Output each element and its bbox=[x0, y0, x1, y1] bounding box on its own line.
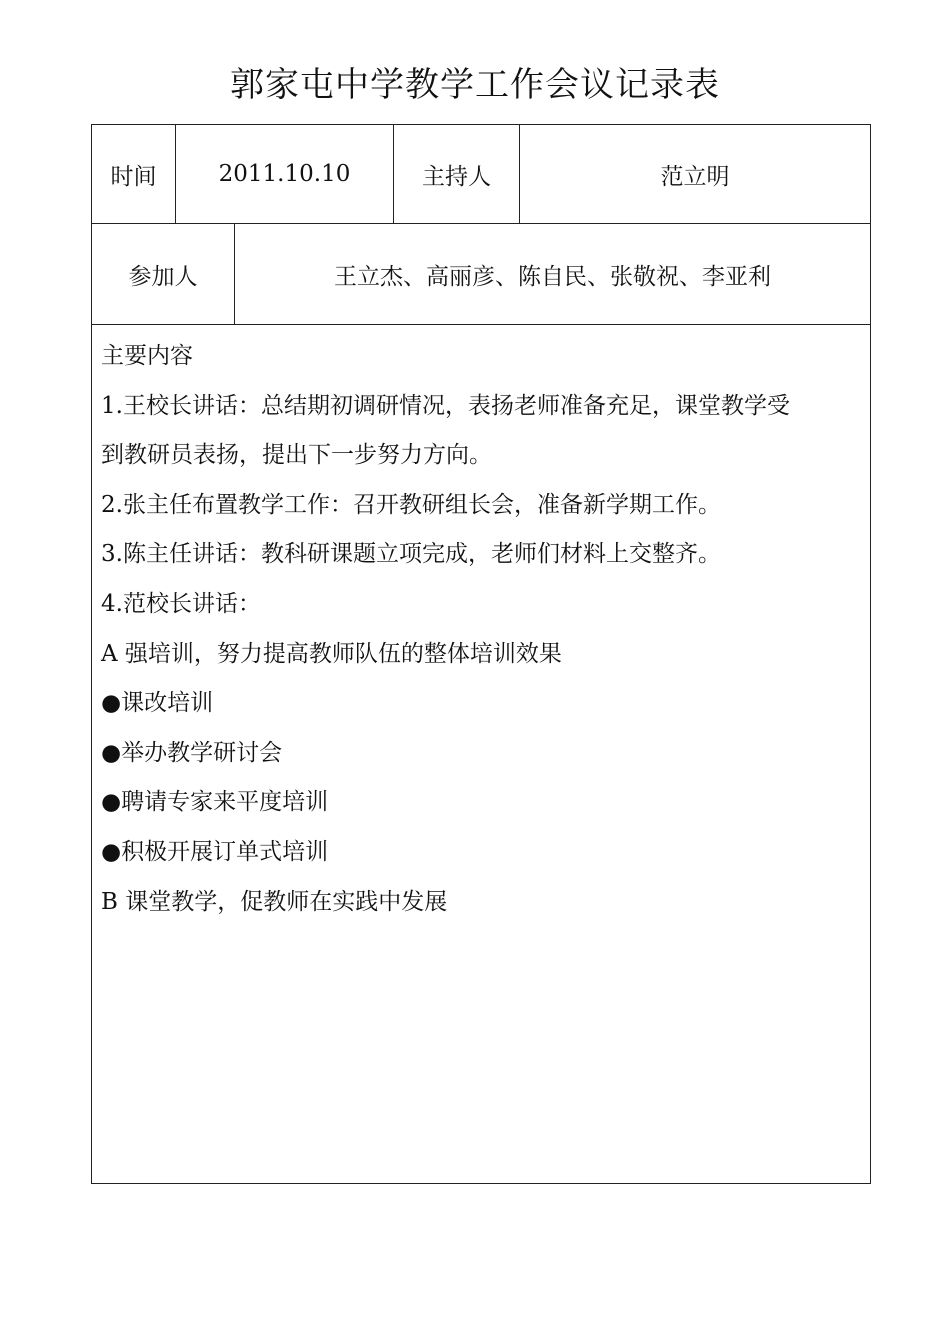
info-row-time-host bbox=[92, 125, 870, 224]
content-line: 到教研员表扬，提出下一步努力方向。 bbox=[101, 442, 492, 469]
attendees-value: 王立杰、高丽彦、陈自民、张敬祝、李亚利 bbox=[234, 224, 870, 324]
time-label: 时间 bbox=[110, 163, 157, 190]
meeting-record-form bbox=[91, 124, 871, 1184]
main-content bbox=[101, 332, 861, 927]
content-line: 1.王校长讲话：总结期初调研情况，表扬老师准备充足，课堂教学受 bbox=[101, 392, 790, 419]
time-value: 2011.10.10 bbox=[175, 125, 393, 223]
page-title: 郭家屯中学教学工作会议记录表 bbox=[230, 65, 720, 105]
content-bullet: ●聘请专家来平度培训 bbox=[101, 789, 329, 816]
content-line: 2.张主任布置教学工作：召开教研组长会，准备新学期工作。 bbox=[101, 491, 721, 518]
content-line: 4.范校长讲话： bbox=[101, 590, 261, 617]
content-bullet: ●积极开展订单式培训 bbox=[101, 838, 329, 865]
content-bullet: ●举办教学研讨会 bbox=[101, 739, 283, 766]
content-line: A 强培训，努力提高教师队伍的整体培训效果 bbox=[101, 640, 562, 667]
content-bullet: ●课改培训 bbox=[101, 690, 214, 717]
content-heading: 主要内容 bbox=[101, 343, 193, 369]
host-label: 主持人 bbox=[393, 125, 519, 223]
host-value: 范立明 bbox=[519, 125, 870, 223]
info-row-attendees bbox=[92, 224, 870, 325]
attendees-label: 参加人 bbox=[128, 263, 198, 290]
content-line: B 课堂教学，促教师在实践中发展 bbox=[101, 888, 448, 915]
content-line: 3.陈主任讲话：教科研课题立项完成，老师们材料上交整齐。 bbox=[101, 541, 721, 568]
